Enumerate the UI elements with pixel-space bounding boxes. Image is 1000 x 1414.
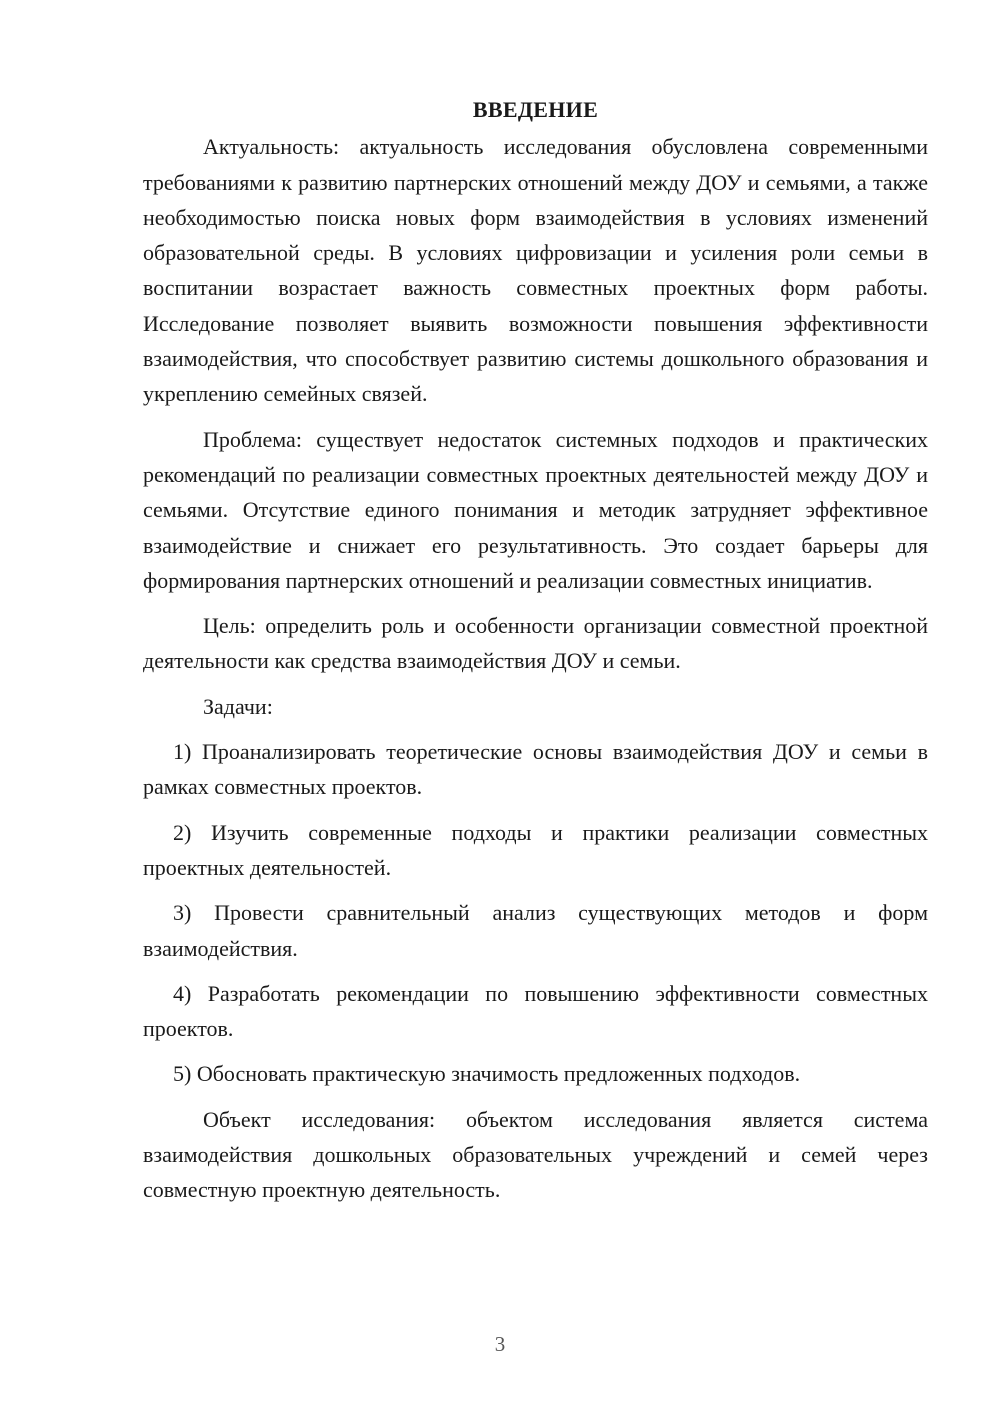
task-item: 5) Обосновать практическую значимость предложенных подходов.: [173, 1061, 801, 1087]
tasks-heading: Задачи:: [203, 693, 273, 719]
problem-paragraph: Проблема: существует недостаток системных подходов и практических рекомендаций по реализации совместных проектных деятельностей между ДОУ и семьями. Отсутствие единого понимания и методик затрудняет эффективное взаимодействие и снижает его результативность. Это создает барьеры для формирования партнерских отношений и реализации совместных инициатив.: [143, 426, 928, 593]
task-item: 3) Провести сравнительный анализ существующих методов и форм взаимодействия.: [143, 900, 928, 961]
object-paragraph: Объект исследования: объектом исследования является система взаимодействия дошкольных образовательных учреждений и семей через совместную проектную деятельность.: [143, 1106, 928, 1203]
task-item: 4) Разработать рекомендации по повышению эффективности совместных проектов.: [143, 980, 928, 1042]
goal-paragraph: Цель: определить роль и особенности организации совместной проектной деятельности как средства взаимодействия ДОУ и семьи.: [143, 613, 928, 674]
document-page: [143, 92, 928, 1208]
page-number: 3: [494, 1332, 506, 1356]
relevance-paragraph: Актуальность: актуальность исследования обусловлена современными требованиями к развитию партнерских отношений между ДОУ и семьями, а также необходимостью поиска новых форм взаимодействия в условиях изменений образовательной среды. В условиях цифровизации и усиления роли семьи в воспитании возрастает важность совместных проектных форм работы. Исследование позволяет выявить возможности повышения эффективности взаимодействия, что способствует развитию системы дошкольного образования и укреплению семейных связей.: [143, 134, 928, 407]
section-title: ВВЕДЕНИЕ: [472, 97, 599, 122]
task-item: 1) Проанализировать теоретические основы взаимодействия ДОУ и семьи в рамках совместных проектов.: [143, 739, 928, 800]
task-item: 2) Изучить современные подходы и практики реализации совместных проектных деятельностей.: [143, 819, 928, 880]
